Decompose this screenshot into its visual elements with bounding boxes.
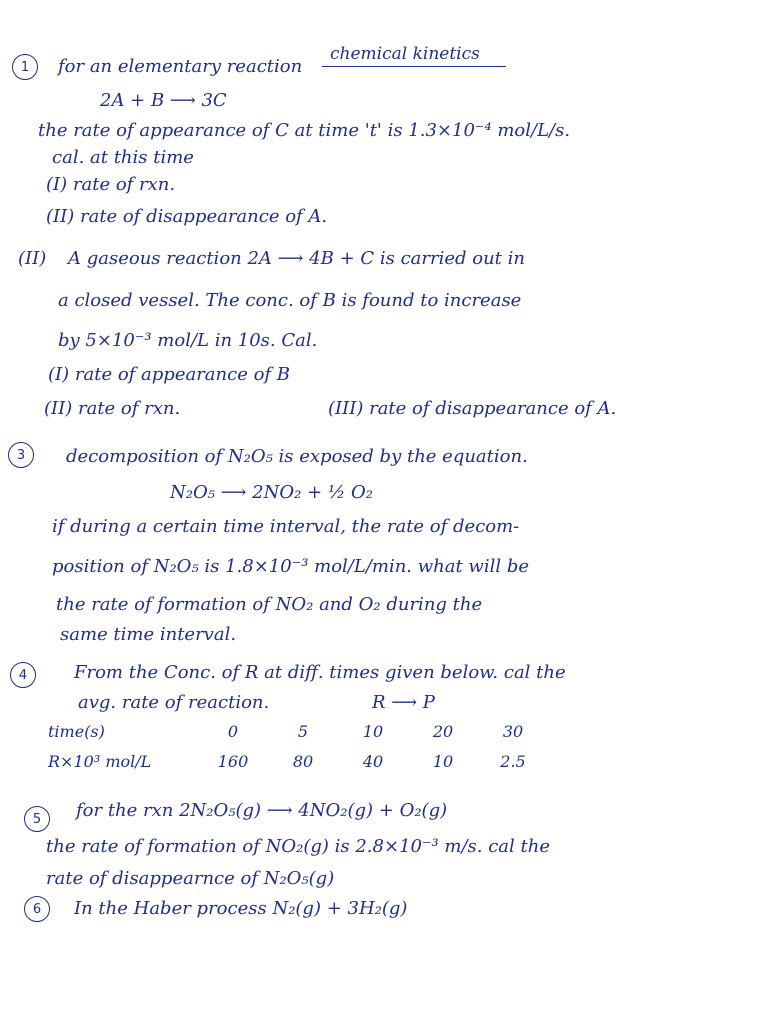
table-cell: 2.5 (500, 751, 526, 771)
table-row (48, 746, 548, 776)
page-title: chemical kinetics (330, 44, 480, 64)
q5-line2: the rate of formation of NO₂(g) is 2.8×10⁻³ m/s. cal the (46, 836, 550, 857)
question-1-marker: 1 (12, 54, 38, 80)
q1-line1: the rate of appearance of C at time 't' is 1.3×10⁻⁴ mol/L/s. (38, 120, 571, 141)
table-row (48, 716, 548, 746)
q2-line3: by 5×10⁻³ mol/L in 10s. Cal. (58, 330, 318, 351)
question-2-marker: (II) (18, 248, 47, 269)
q4-equation: R ⟶ P (372, 692, 435, 713)
table-cell: 160 (217, 751, 249, 771)
q6-line1: In the Haber process N₂(g) + 3H₂(g) (74, 898, 408, 919)
table-cell: 30 (502, 721, 524, 741)
table-cell: 40 (362, 751, 384, 771)
q4-line1: From the Conc. of R at diff. times given below. cal the (74, 662, 566, 683)
table-cell: 10 (362, 721, 384, 741)
concentration-label: R×10³ mol/L (48, 751, 152, 771)
q2-part3: (III) rate of disappearance of A. (328, 398, 617, 419)
q1-line2: cal. at this time (52, 147, 194, 168)
title-underline (322, 66, 506, 67)
q2-part2: (II) rate of rxn. (44, 398, 181, 419)
table-cell: 80 (292, 751, 314, 771)
question-4-marker: 4 (10, 662, 36, 688)
q1-part1: (I) rate of rxn. (46, 174, 176, 195)
data-table (48, 716, 548, 776)
q3-equation: N₂O₅ ⟶ 2NO₂ + ½ O₂ (170, 482, 374, 503)
q1-intro: for an elementary reaction (58, 56, 303, 77)
q3-line5: same time interval. (60, 624, 237, 645)
q3-line3: position of N₂O₅ is 1.8×10⁻³ mol/L/min. what will be (52, 556, 530, 577)
table-cell: 20 (432, 721, 454, 741)
q3-line1: decomposition of N₂O₅ is exposed by the equation. (66, 446, 528, 467)
q5-line3: rate of disappearnce of N₂O₅(g) (46, 868, 335, 889)
q2-line1: A gaseous reaction 2A ⟶ 4B + C is carried out in (68, 248, 525, 269)
time-label: time(s) (48, 721, 105, 741)
question-5-marker: 5 (24, 806, 50, 832)
table-cell: 10 (432, 751, 454, 771)
question-3-marker: 3 (8, 442, 34, 468)
q4-line2: avg. rate of reaction. (78, 692, 270, 713)
q1-part2: (II) rate of disappearance of A. (46, 206, 328, 227)
table-cell: 5 (297, 721, 309, 741)
question-6-marker: 6 (24, 896, 50, 922)
table-cell: 0 (227, 721, 239, 741)
q5-line1: for the rxn 2N₂O₅(g) ⟶ 4NO₂(g) + O₂(g) (76, 800, 448, 821)
q3-line4: the rate of formation of NO₂ and O₂ during the (56, 594, 483, 615)
q2-part1: (I) rate of appearance of B (48, 364, 291, 385)
q3-line2: if during a certain time interval, the rate of decom- (52, 516, 520, 537)
q1-equation: 2A + B ⟶ 3C (100, 90, 227, 111)
q2-line2: a closed vessel. The conc. of B is found to increase (58, 290, 522, 311)
